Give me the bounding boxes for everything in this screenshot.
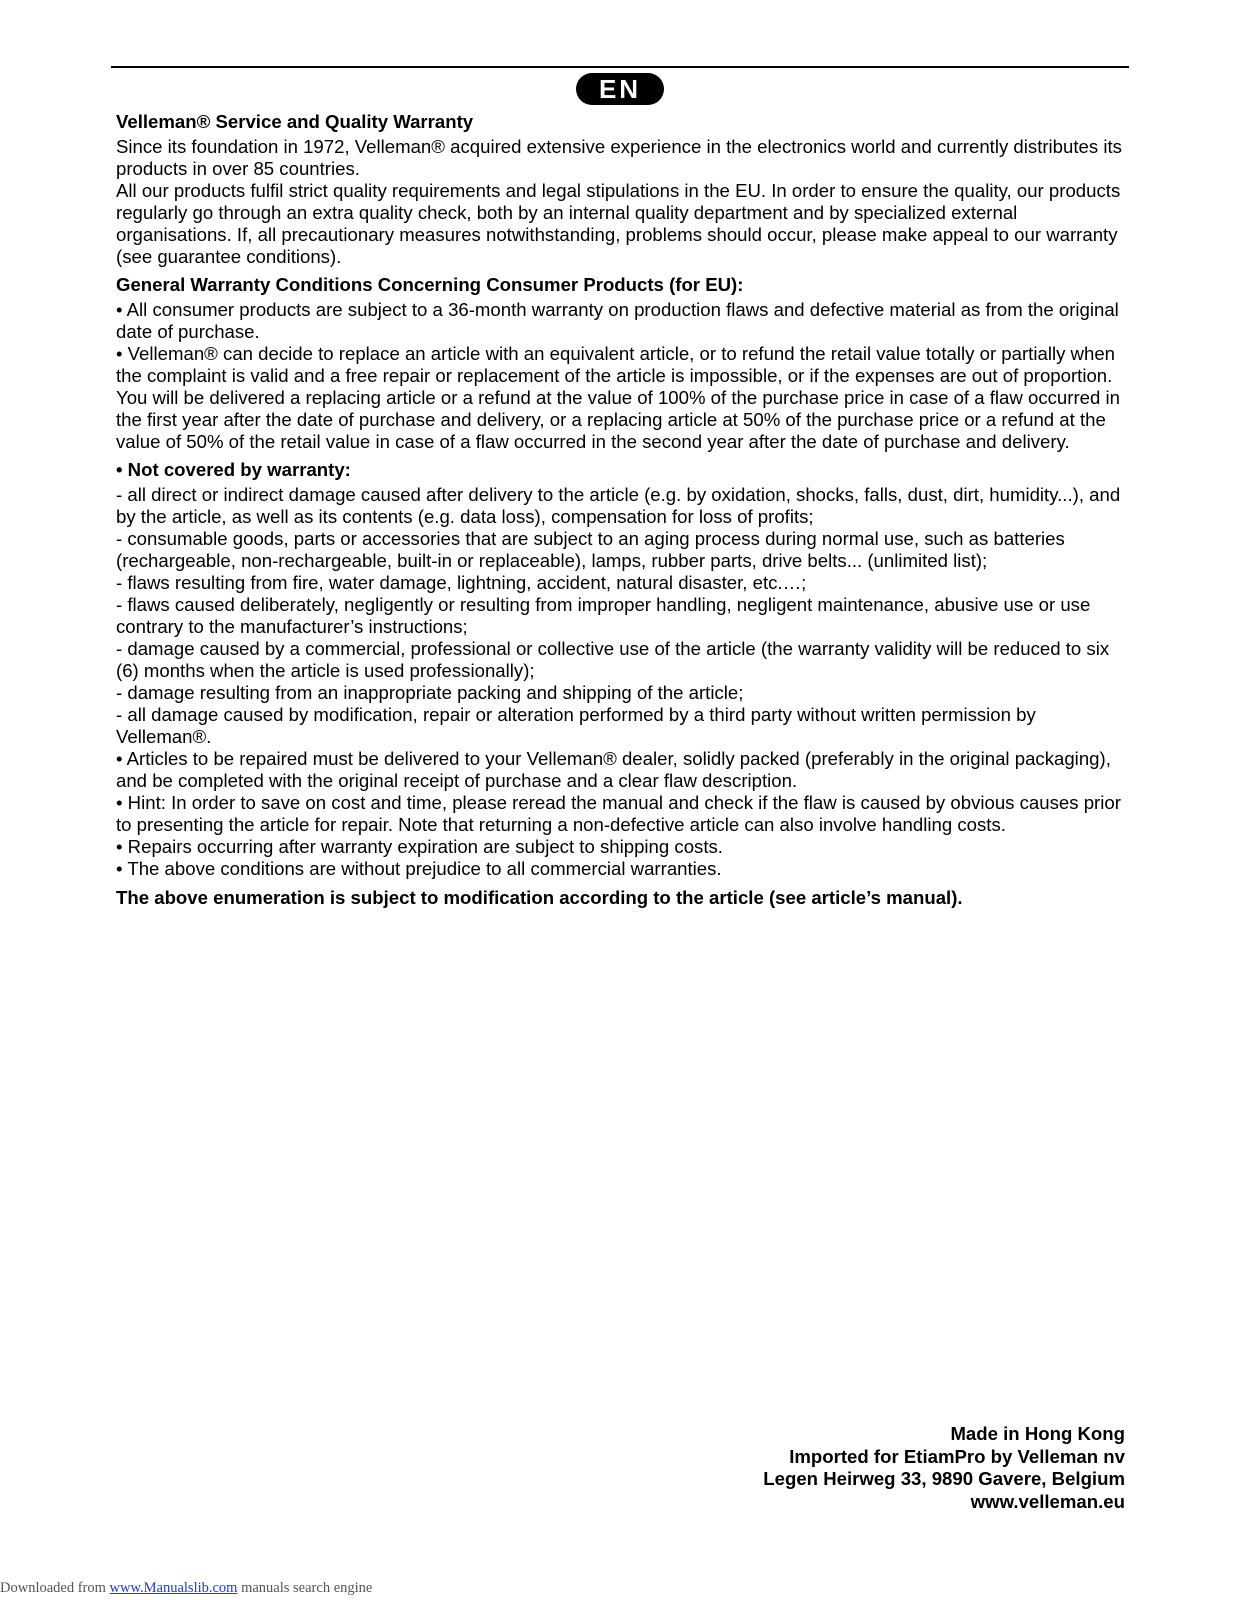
not-covered-item: - consumable goods, parts or accessories that are subject to an aging process during normal use, such as batteries (rechargeable, non-rechargeable, built-in or replaceable), lamps, rubber parts, drive belts... (unlimited list);: [116, 528, 1065, 571]
footer-prefix: Downloaded from: [0, 1580, 110, 1596]
extra-item: • The above conditions are without prejudice to all commercial warranties.: [116, 858, 722, 879]
intro-paragraph: All our products fulfil strict quality requirements and legal stipulations in the EU. In order to ensure the quality, our products regularly go through an extra quality check, both by an internal quality department and by specialized external organisations. If, all precautionary measures notwithstanding, problems should occur, please make appeal to our warranty (see guarantee conditions).: [116, 180, 1121, 267]
condition-item: • All consumer products are subject to a 36-month warranty on production flaws and defective material as from the original date of purchase.: [116, 299, 1119, 342]
condition-item: • Velleman® can decide to replace an article with an equivalent article, or to refund the retail value totally or partially when the complaint is valid and a free repair or replacement of the article is impossible, or if the expenses are out of proportion.: [116, 343, 1115, 386]
not-covered-item: - damage resulting from an inappropriate packing and shipping of the article;: [116, 682, 744, 703]
not-covered-item: - flaws caused deliberately, negligently or resulting from improper handling, negligent maintenance, abusive use or use contrary to the manufacturer’s instructions;: [116, 594, 1091, 637]
language-badge: EN: [576, 73, 664, 105]
extra-item: • Articles to be repaired must be delivered to your Velleman® dealer, solidly packed (preferably in the original packaging), and be completed with the original receipt of purchase and a clear flaw description.: [116, 748, 1111, 791]
not-covered-item: - all damage caused by modification, repair or alteration performed by a third party without written permission by Velleman®.: [116, 704, 1036, 747]
warranty-title: Velleman® Service and Quality Warranty: [116, 111, 474, 132]
download-footer: [0, 1580, 372, 1597]
extra-item: • Repairs occurring after warranty expiration are subject to shipping costs.: [116, 836, 723, 857]
manualslib-link[interactable]: www.Manualslib.com: [109, 1580, 238, 1596]
address: Legen Heirweg 33, 9890 Gavere, Belgium: [763, 1468, 1125, 1489]
made-in: Made in Hong Kong: [950, 1423, 1125, 1444]
imprint-block: [763, 1423, 1125, 1513]
condition-item: You will be delivered a replacing article or a refund at the value of 100% of the purchase price in case of a flaw occurred in the first year after the date of purchase and delivery, or a replacing article at 50% of the purchase price or a refund at the value of 50% of the retail value in case of a flaw occurred in the second year after the date of purchase and delivery.: [116, 387, 1120, 452]
final-note: The above enumeration is subject to modification according to the article (see article’s manual).: [116, 887, 963, 908]
not-covered-item: - damage caused by a commercial, professional or collective use of the article (the warranty validity will be reduced to six (6) months when the article is used professionally);: [116, 638, 1110, 681]
website: www.velleman.eu: [970, 1490, 1125, 1512]
not-covered-title: • Not covered by warranty:: [116, 459, 351, 480]
extra-item: • Hint: In order to save on cost and time, please reread the manual and check if the flaw is caused by obvious causes prior to presenting the article for repair. Note that returning a non-defective article can also involve handling costs.: [116, 792, 1121, 835]
top-rule: [111, 66, 1129, 68]
footer-suffix: manuals search engine: [237, 1580, 373, 1596]
intro-paragraph: Since its foundation in 1972, Velleman® acquired extensive experience in the electronics world and currently distributes its products in over 85 countries.: [116, 136, 1122, 179]
not-covered-item: - all direct or indirect damage caused after delivery to the article (e.g. by oxidation, shocks, falls, dust, dirt, humidity...), and by the article, as well as its contents (e.g. data loss), compensation for loss of profits;: [116, 484, 1121, 527]
importer: Imported for EtiamPro by Velleman nv: [789, 1445, 1125, 1467]
warranty-section: [116, 111, 1124, 909]
conditions-title: General Warranty Conditions Concerning Consumer Products (for EU):: [116, 274, 744, 295]
not-covered-item: - flaws resulting from fire, water damage, lightning, accident, natural disaster, etc.…;: [116, 572, 807, 593]
